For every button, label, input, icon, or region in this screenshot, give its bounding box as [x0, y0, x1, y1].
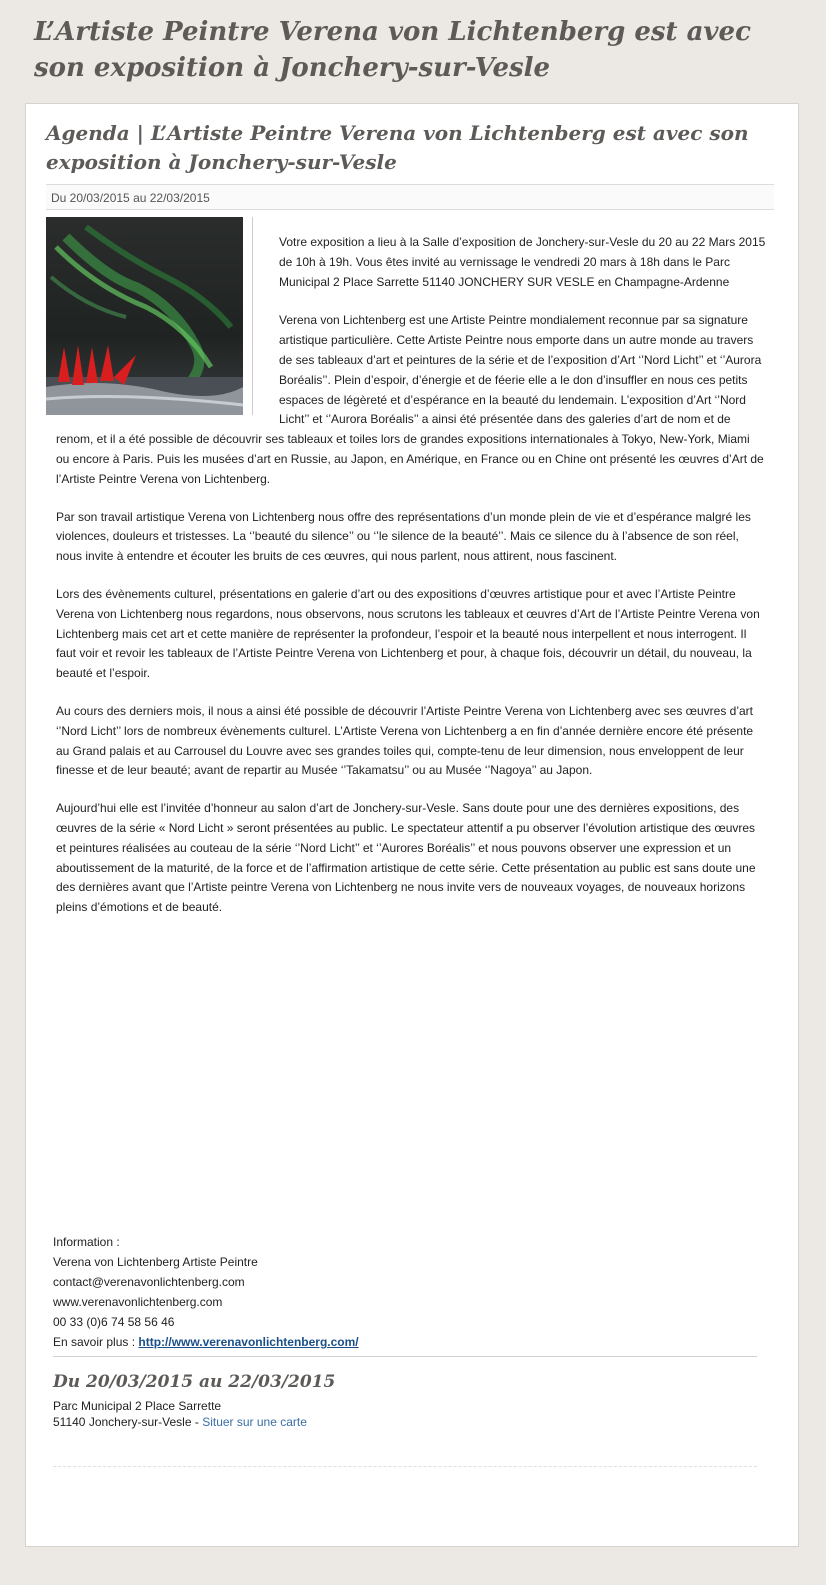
info-phone: 00 33 (0)6 74 58 56 46 [53, 1315, 175, 1329]
info-website: www.verenavonlichtenberg.com [53, 1295, 223, 1309]
info-email: contact@verenavonlichtenberg.com [53, 1275, 245, 1289]
paragraph: Aujourd’hui elle est l’invitée d’honneur au salon d’art de Jonchery-sur-Vesle. Sans doute pour une des dernières expositions, des œuvres de la série « Nord Licht » seront présentées au public. Le spectateur attentif a pu observer l’évolution artistique des œuvres et peintures réalisées au couteau de la série ‘’Nord Licht’’ et ‘’Aurores Boréalis’’ et nous pouvons observer une expression et un aboutissement de la maturité, de la force et de l’affirmation artistique de cette série. Cette présentation au public est sans doute une des dernières avant que l’Artiste peintre Verena von Lichtenberg ne nous invite vers de nouveaux voyages, de nouveaux horizons pleins d’émotions et de beauté. [56, 801, 756, 915]
paragraph: Lors des évènements culturel, présentations en galerie d’art ou des expositions d’œuvres artistique pour et avec l’Artiste Peintre Verena von Lichtenberg nous regardons, nous observons, nous scrutons les tableaux et œuvres d’Art de l’Artiste Peintre Verena von Lichtenberg mais cet art et cette manière de représenter la profondeur, l’espoir et la beauté nous interpellent et nous interrogent. Il faut voir et revoir les tableaux de l’Artiste Peintre Verena von Lichtenberg et pour, à chaque fois, découvrir un détail, du nouveau, la beauté et l’espoir. [56, 586, 760, 681]
article-date-range: Du 20/03/2015 au 22/03/2015 [46, 184, 774, 210]
event-date-range: Du 20/03/2015 au 22/03/2015 [53, 1372, 336, 1392]
article-body [56, 216, 766, 936]
divider [53, 1466, 757, 1467]
divider [53, 1356, 757, 1357]
map-link[interactable]: Situer sur une carte [202, 1415, 307, 1429]
info-heading: Information : [53, 1235, 120, 1249]
article-card [25, 103, 799, 1547]
paragraph: Au cours des derniers mois, il nous a ainsi été possible de découvrir l’Artiste Peintre Verena von Lichtenberg avec ses œuvres d’art ‘’Nord Licht’’ lors de nombreux évènements culturel. L’Artiste Verena von Lichtenberg a en fin d’année dernière encore été présente au Grand palais et au Carrousel du Louvre avec ses grandes toiles qui, compte-tenu de leur dimension, nous enveloppent de leur finesse et de leur beauté; avant de repartir au Musée ‘’Takamatsu’’ ou au Musée ‘’Nagoya’’ au Japon. [56, 703, 754, 778]
info-more [53, 1332, 753, 1352]
website-link[interactable]: http://www.verenavonlichtenberg.com/ [138, 1335, 359, 1349]
info-name: Verena von Lichtenberg Artiste Peintre [53, 1255, 258, 1269]
paragraph: Votre exposition a lieu à la Salle d’exposition de Jonchery-sur-Vesle du 20 au 22 Mars 2015 de 10h à 19h. Vous êtes invité au vernissage le vendredi 20 mars à 18h dans le Parc Municipal 2 Place Sarrette 51140 JONCHERY SUR VESLE en Champagne-Ardenne [279, 235, 766, 289]
address-city: 51140 Jonchery-sur-Vesle - [53, 1415, 203, 1429]
address-line-1: Parc Municipal 2 Place Sarrette [53, 1399, 222, 1413]
event-address [53, 1398, 307, 1430]
paragraph: Par son travail artistique Verena von Lichtenberg nous offre des représentations d’un monde plein de vie et d’espérance malgré les violences, douleurs et tristesses. La ‘’beauté du silence’’ ou ‘’le silence de la beauté’’. Mais ce silence du à l’absence de son réel, nous invite à entendre et écouter les bruits de ces œuvres, qui nous parlent, nous attirent, nous fascinent. [56, 509, 751, 564]
painting-image [46, 217, 243, 415]
paragraph: Verena von Lichtenberg est une Artiste Peintre mondialement reconnue par sa signature artistique particulière. Cette Artiste Peintre nous emporte dans un autre monde au travers de ses tableaux d’art et peintures de la série et de l’exposition d’Art ‘’Nord Licht’’ et ‘’Aurora Boréalis’’. Plein d’espoir, d’énergie et de féerie elle a le don d’insuffler en nous ces petits espaces de légèreté et d’espérance en la beauté du lendemain. L’exposition d’Art ‘’Nord Licht’’ et ‘’Aurora Boréalis’’ a ainsi été présentée dans des galeries d’art de nom et de renom, et il a été possible de découvrir ses tableaux et toiles lors de grandes expositions internationales à Tokyo, New-York, Miami ou encore à Paris. Puis les musées d’art en Russie, au Japon, en Amérique, en France ou en Chine ont présenté les œuvres d’Art de l’Artiste Peintre Verena von Lichtenberg. [56, 313, 764, 486]
info-more-label: En savoir plus : [53, 1335, 139, 1349]
address-line-2 [53, 1414, 307, 1430]
info-block [53, 1232, 753, 1352]
page-title: L’Artiste Peintre Verena von Lichtenberg est avec son exposition à Jonchery-sur-Vesle [34, 17, 751, 83]
painting-thumbnail [46, 217, 253, 415]
article-title: Agenda | L’Artiste Peintre Verena von Lichtenberg est avec son exposition à Jonchery-sur-Vesle [46, 121, 749, 174]
